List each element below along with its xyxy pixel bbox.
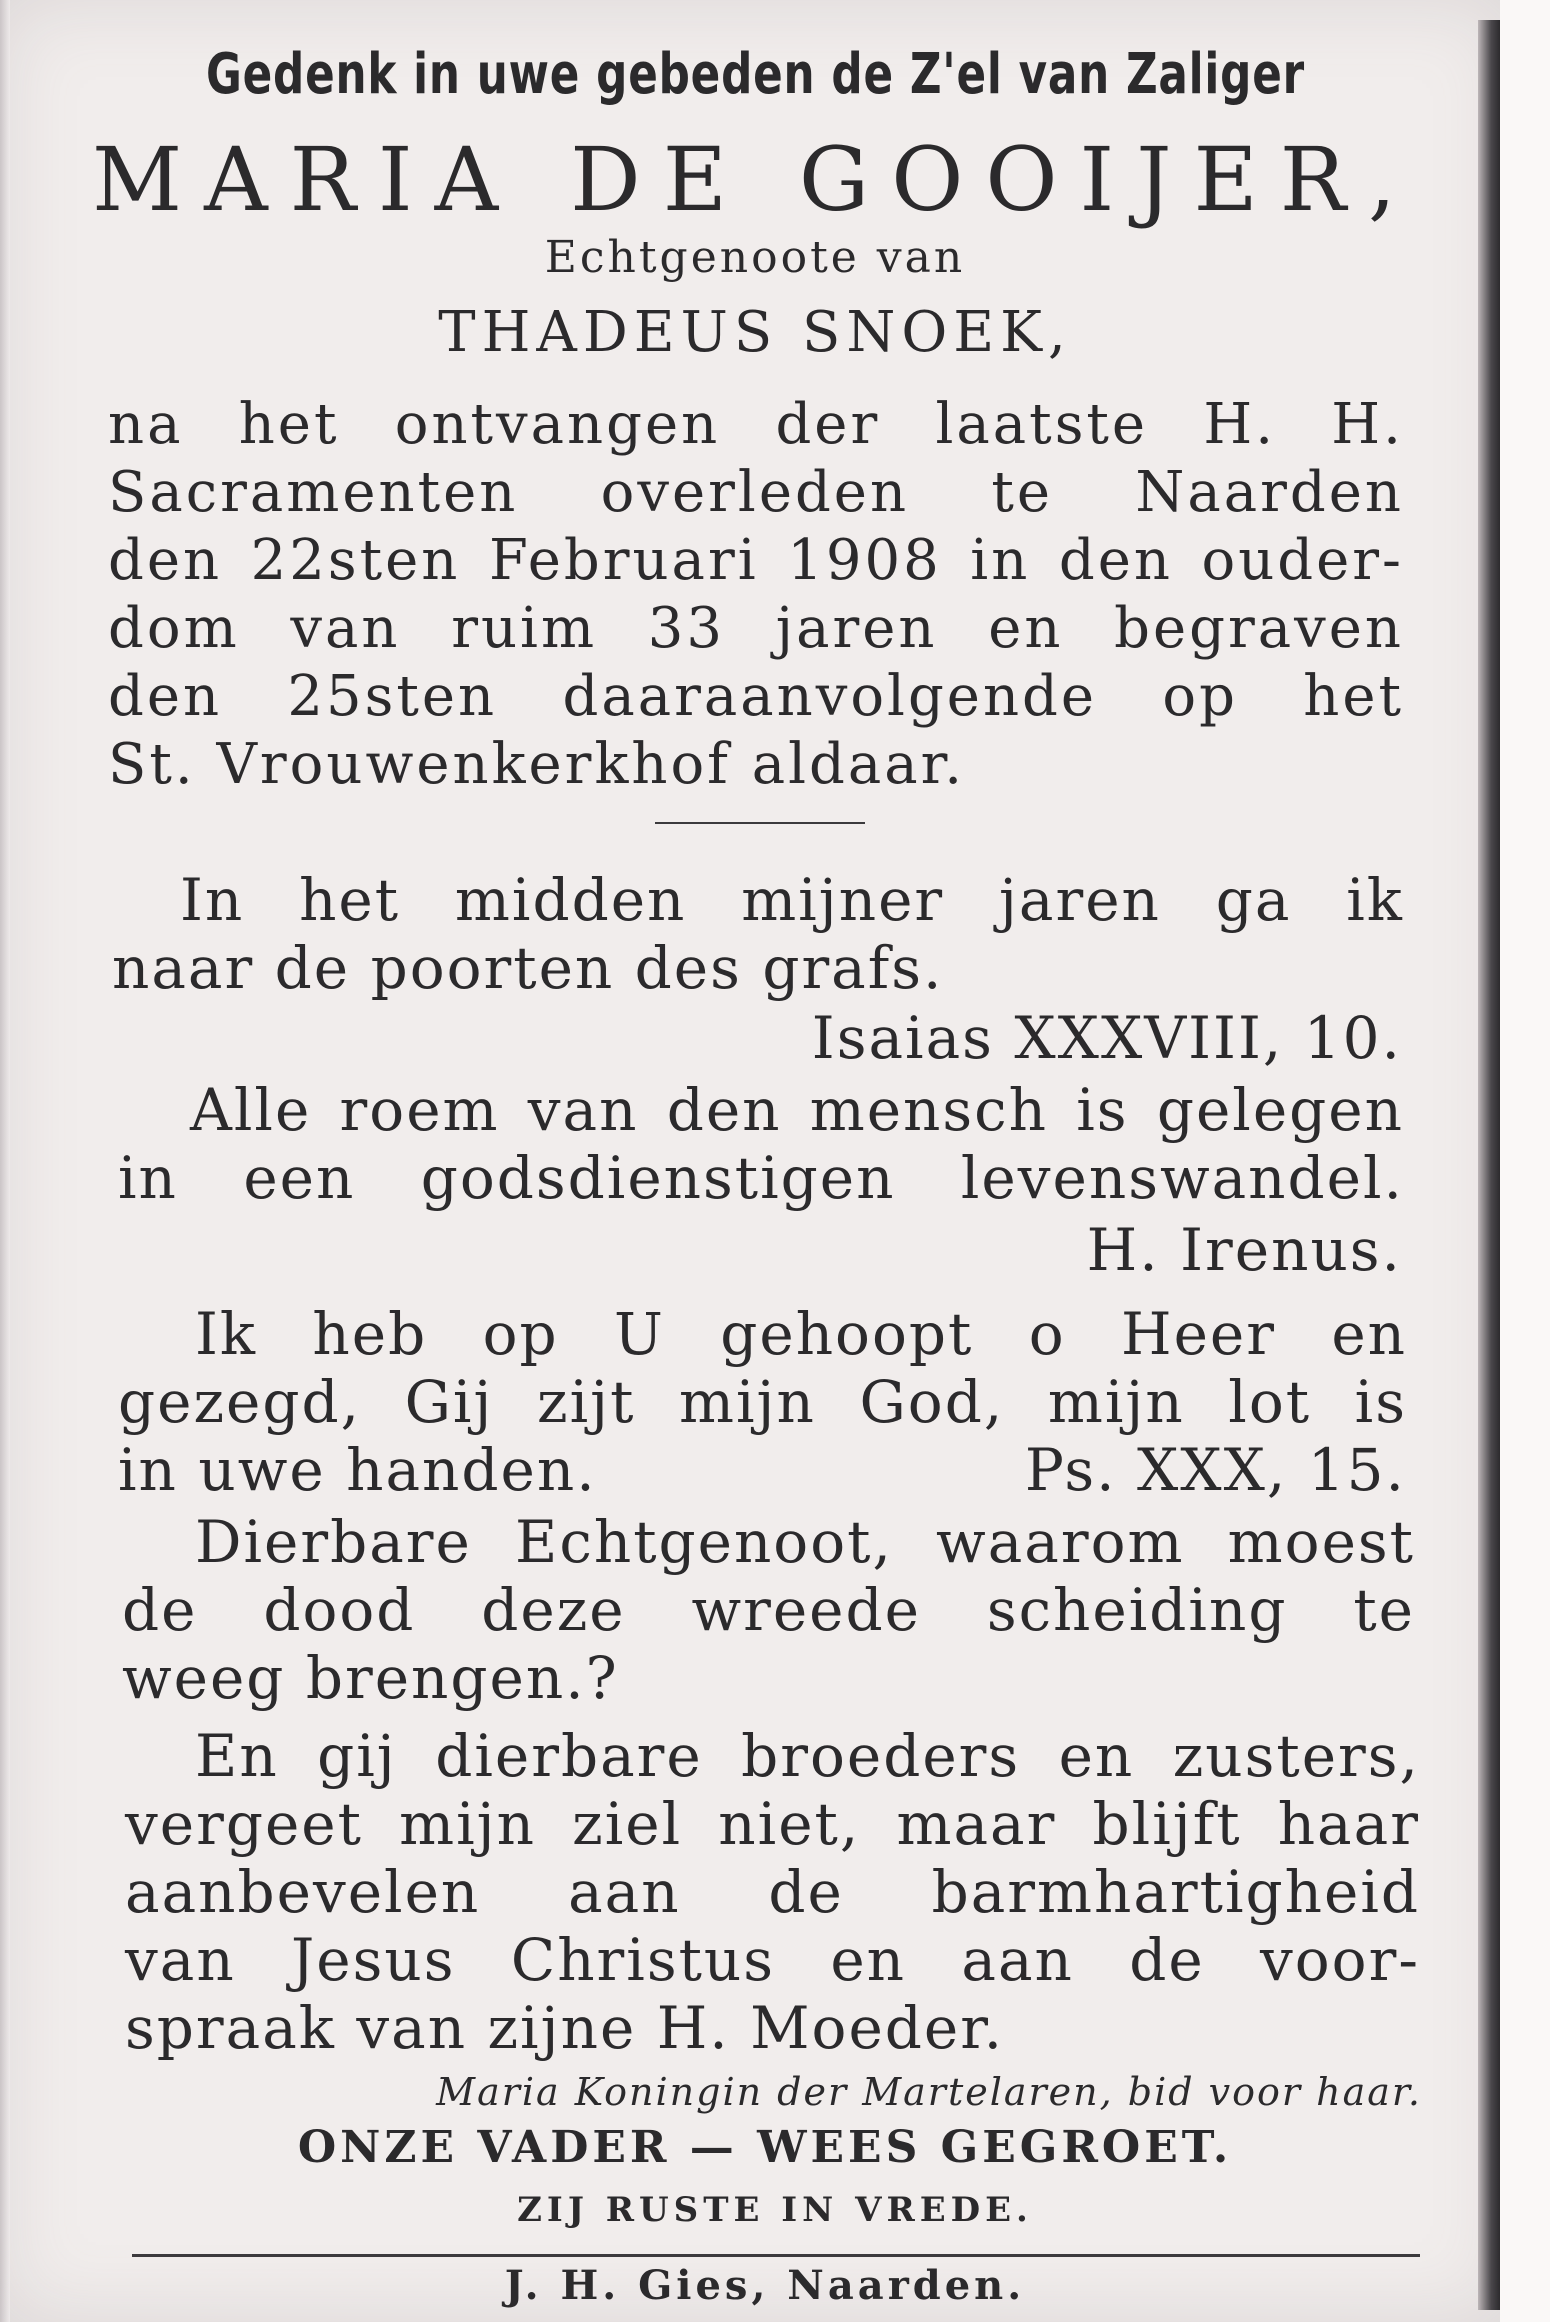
plea-line-3: aanbevelen aan de barmhartigheid xyxy=(125,1858,1420,1926)
notice-line-4: dom van ruim 33 jaren en begraven xyxy=(108,596,1404,661)
background-margin xyxy=(1500,0,1550,2322)
spouse-label: Echtgenoote van xyxy=(544,232,966,283)
notice-line-2: Sacramenten overleden te Naarden xyxy=(108,460,1404,525)
lament-line-3: weeg brengen.? xyxy=(122,1644,619,1712)
psalm-line-3: in uwe handen. xyxy=(118,1436,597,1504)
isaias-line-1: In het midden mijner jaren ga ik xyxy=(180,866,1404,934)
irenus-reference: H. Irenus. xyxy=(1086,1216,1402,1284)
notice-line-3: den 22sten Februari 1908 in den ouder- xyxy=(108,528,1404,593)
psalm-line-1: Ik heb op U gehoopt o Heer en xyxy=(195,1300,1407,1368)
plea-line-4: van Jesus Christus en aan de voor- xyxy=(125,1926,1420,1994)
printer-line: J. H. Gies, Naarden. xyxy=(504,2262,1026,2309)
psalm-reference: Ps. XXX, 15. xyxy=(1024,1436,1406,1504)
irenus-line-1: Alle roem van den mensch is gelegen xyxy=(190,1076,1404,1144)
plea-line-2: vergeet mijn ziel niet, maar blijft haar xyxy=(125,1790,1420,1858)
plea-line-1: En gij dierbare broeders en zusters, xyxy=(195,1722,1420,1790)
footer-rule xyxy=(132,2254,1420,2257)
dedication-line: Gedenk in uwe gebeden de Z'el van Zaliger xyxy=(205,42,1305,107)
notice-line-1: na het ontvangen der laatste H. H. xyxy=(108,392,1404,457)
prayers-line: ONZE VADER — WEES GEGROET. xyxy=(297,2122,1233,2173)
isaias-line-2: naar de poorten des grafs. xyxy=(112,934,944,1002)
notice-line-5: den 25sten daaraanvolgende op het xyxy=(108,664,1404,729)
isaias-reference: Isaias XXXVIII, 10. xyxy=(811,1004,1402,1072)
card-right-edge xyxy=(1478,20,1500,2310)
psalm-line-2: gezegd, Gij zijt mijn God, mijn lot is xyxy=(118,1368,1407,1436)
irenus-line-2: in een godsdienstigen levenswandel. xyxy=(118,1144,1404,1212)
plea-line-5: spraak van zijne H. Moeder. xyxy=(125,1994,1005,2062)
lament-line-2: de dood deze wreede scheiding te xyxy=(122,1576,1415,1644)
invocation-line: Maria Koningin der Martelaren, bid voor haar. xyxy=(436,2070,1422,2114)
lament-line-1: Dierbare Echtgenoot, waarom moest xyxy=(195,1508,1415,1576)
notice-line-6: St. Vrouwenkerkhof aldaar. xyxy=(108,732,966,797)
rest-in-peace-line: ZIJ RUSTE IN VREDE. xyxy=(517,2190,1033,2230)
spouse-name: THADEUS SNOEK, xyxy=(438,300,1072,365)
section-divider xyxy=(655,822,865,824)
deceased-name: MARIA DE GOOIJER, xyxy=(91,128,1419,231)
